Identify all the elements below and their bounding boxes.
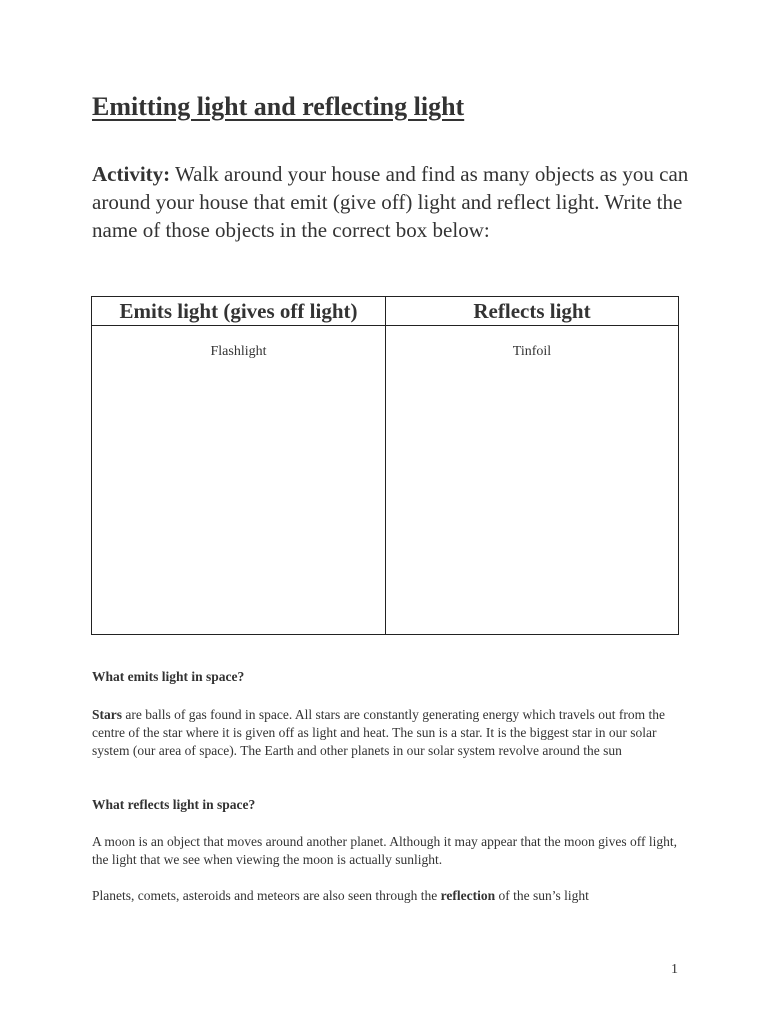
reflection-paragraph <box>92 887 682 905</box>
moon-paragraph: A moon is an object that moves around another planet. Although it may appear that the moon gives off light, the light that we see when viewing the moon is actually sunlight. <box>92 834 678 867</box>
activity-label: Activity: <box>92 162 171 186</box>
cell-emits-light: Flashlight <box>92 326 386 635</box>
page-title: Emitting light and reflecting light <box>92 92 465 121</box>
reflection-text-after: of the sun’s light <box>495 888 589 903</box>
reflection-text-before: Planets, comets, asteroids and meteors are also seen through the <box>92 888 441 903</box>
question-reflects-light-space: What reflects light in space? <box>92 797 256 812</box>
table-row <box>92 326 679 635</box>
sorting-table <box>91 296 679 635</box>
cell-reflects-light: Tinfoil <box>386 326 679 635</box>
stars-paragraph <box>92 706 682 760</box>
page-number: 1 <box>671 962 678 977</box>
reflection-term: reflection <box>440 888 496 903</box>
table-header-row <box>92 297 679 326</box>
header-emits-light: Emits light (gives off light) <box>92 297 386 326</box>
activity-text: Walk around your house and find as many objects as you can around your house that emit (give off) light and reflect light. Write the name of those objects in the correct box below: <box>92 162 689 242</box>
activity-instructions <box>92 160 692 244</box>
header-reflects-light: Reflects light <box>386 297 679 326</box>
stars-text: are balls of gas found in space. All stars are constantly generating energy which travels out from the centre of the star where it is given off as light and heat. The sun is a star. It is the biggest star in our solar system (our area of space). The Earth and other planets in our solar system revolve around the sun <box>92 707 665 758</box>
question-emits-light-space: What emits light in space? <box>92 669 245 684</box>
stars-term: Stars <box>92 707 122 722</box>
